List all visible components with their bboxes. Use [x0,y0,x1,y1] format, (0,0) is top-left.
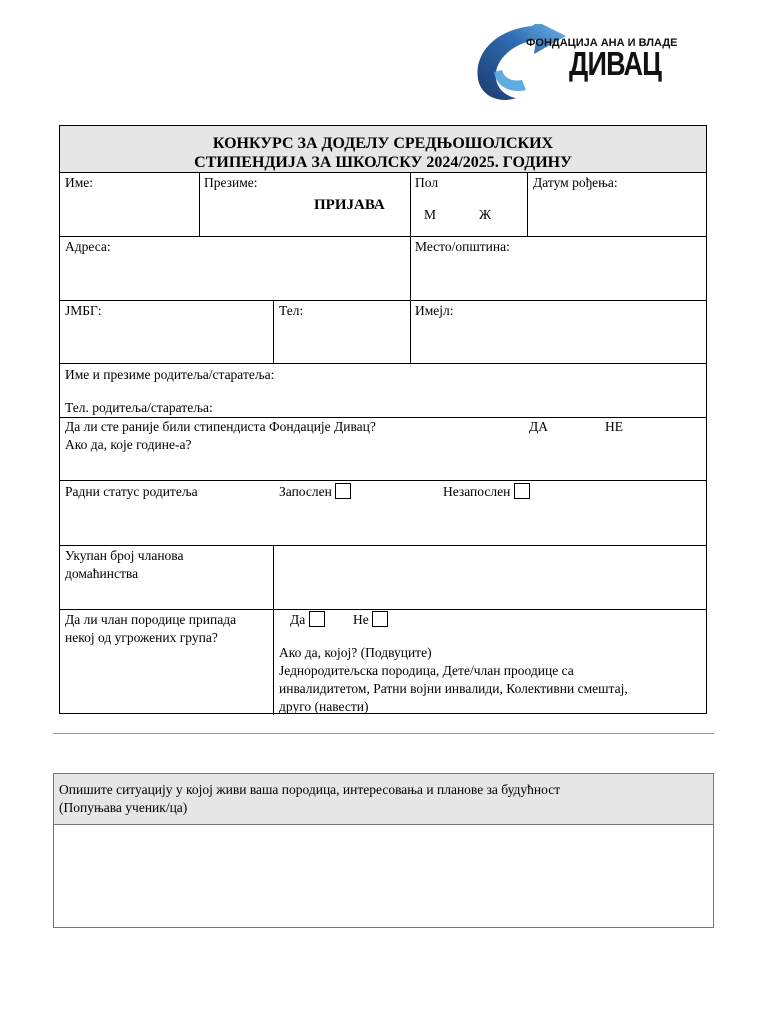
description-section [53,773,714,928]
logo-swoosh-icon [474,24,574,104]
logo-line2: ДИВАЦ [569,45,662,82]
address-label: Адреса: [65,239,111,254]
logo-line1: ФОНДАЦИЈА АНА И ВЛАДЕ [526,37,678,49]
form-title-line2: СТИПЕНДИЈА ЗА ШКОЛСКУ 2024/2025. ГОДИНУ [194,154,572,171]
vulnerable-yes-option [290,611,325,629]
col-divider [273,300,274,363]
prev-years-question: Ако да, које године-а? [65,437,192,452]
household-label [65,547,183,583]
which-group-label: Ако да, којој? (Подвуците) [279,645,432,660]
col-divider [527,172,528,236]
groups-line3: друго (навести) [279,699,369,714]
prev-scholar-question: Да ли сте раније били стипендиста Фондације Дивац? [65,419,376,434]
vulnerable-label [65,611,236,647]
last-name-label: Презиме: [204,175,258,190]
gender-label: Пол [415,175,439,190]
city-label: Место/општина: [415,239,510,254]
application-label: ПРИЈАВА [314,197,385,213]
gender-f-option[interactable]: Ж [479,207,492,222]
work-status-label: Радни статус родитеља [65,484,198,499]
vulnerable-label-line1: Да ли члан породице припада [65,612,237,627]
prev-no-option[interactable]: НЕ [605,419,623,434]
foundation-logo [474,20,678,105]
unemployed-checkbox[interactable] [514,483,530,499]
groups-line1: Једнородитељска породица, Дете/члан проодице са [279,663,574,678]
col-divider [273,545,274,715]
parent-name-label: Име и презиме родитеља/старатеља: [65,367,275,382]
vulnerable-groups [279,644,699,716]
application-form [59,125,707,714]
employed-option [279,483,351,501]
vulnerable-label-line2: некој од угрожених група? [65,630,218,645]
household-label-line2: домаћинства [65,566,139,581]
description-prompt: Опишите ситуацију у којој живи ваша породица, интересовања и планове за будућност [59,782,561,797]
description-note: (Попуњава ученик/ца) [59,800,188,815]
unemployed-label: Незапослен [443,484,511,499]
unemployed-option [443,483,530,501]
vulnerable-yes-label: Да [290,612,306,627]
section-separator [53,733,714,734]
row-divider [60,545,706,546]
employed-checkbox[interactable] [335,483,351,499]
col-divider [410,172,411,363]
parent-phone-label: Тел. родитеља/старатеља: [65,400,213,415]
row-divider [60,609,706,610]
vulnerable-no-option [353,611,388,629]
form-title [60,126,706,172]
jmbg-label: ЈМБГ: [65,303,102,318]
row-divider [60,363,706,364]
prev-yes-option[interactable]: ДА [529,419,548,434]
row-divider [60,480,706,481]
row-divider [60,236,706,237]
first-name-label: Име: [65,175,94,190]
household-label-line1: Укупан број чланова [65,548,184,563]
email-label: Имејл: [415,303,454,318]
vulnerable-no-label: Не [353,612,369,627]
vulnerable-no-checkbox[interactable] [372,611,388,627]
vulnerable-yes-checkbox[interactable] [309,611,325,627]
description-header [54,774,713,825]
row-divider [60,300,706,301]
col-divider [199,172,200,236]
gender-m-option[interactable]: М [424,207,437,222]
employed-label: Запослен [279,484,332,499]
row-divider [60,172,706,173]
form-title-line1: КОНКУРС ЗА ДОДЕЛУ СРЕДЊОШОЛСКИХ [212,135,554,152]
dob-label: Датум рођења: [533,175,618,190]
phone-label: Тел: [279,303,304,318]
groups-line2: инвалидитетом, Ратни војни инвалиди, Колективни смештај, [279,681,628,696]
